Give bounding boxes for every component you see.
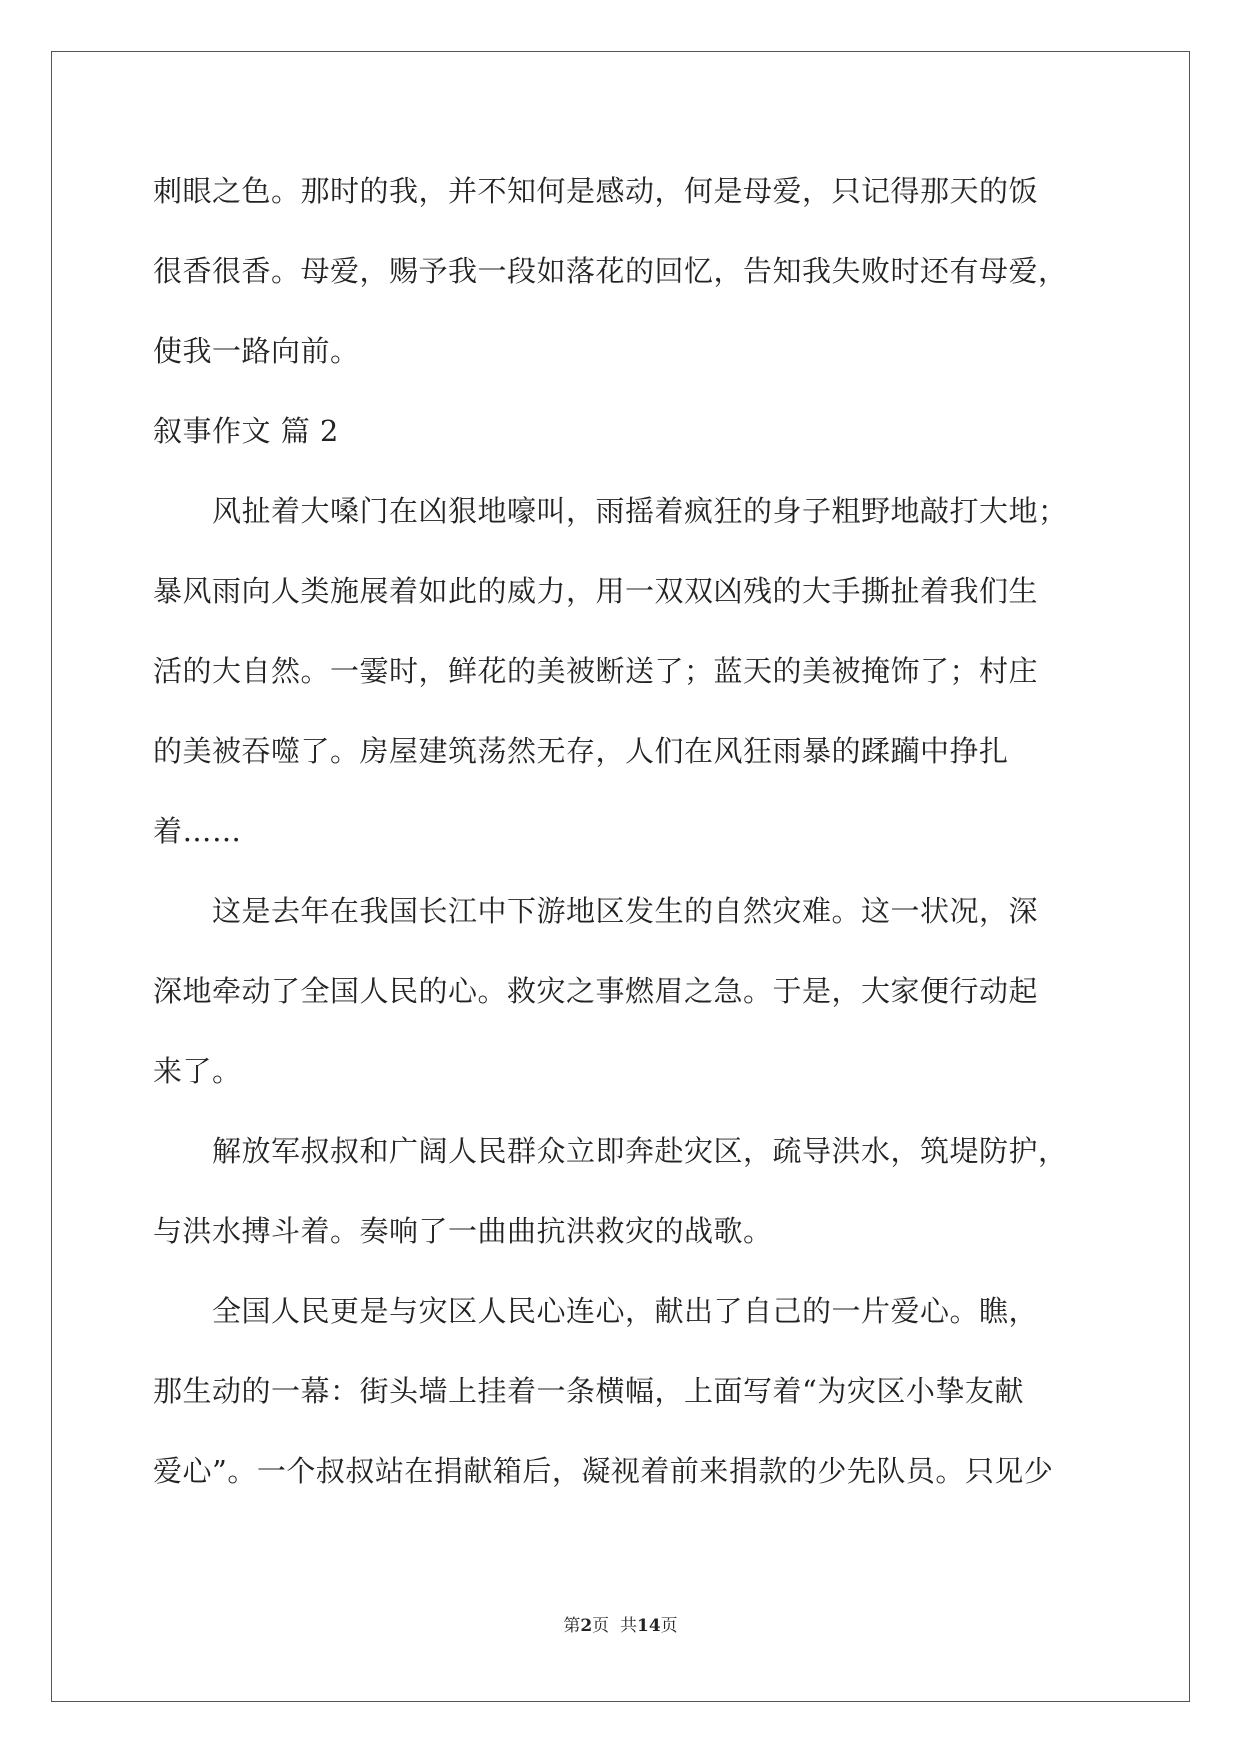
text-line: 暴风雨向人类施展着如此的威力，用一双双凶残的大手撕扯着我们生 bbox=[153, 574, 1039, 608]
text-line: 爱心”。一个叔叔站在捐献箱后，凝视着前来捐款的少先队员。只见少 bbox=[153, 1454, 1054, 1488]
page-prefix: 第 bbox=[563, 1616, 581, 1636]
page-suffix: 页 bbox=[660, 1616, 678, 1636]
text-line: 与洪水搏斗着。奏响了一曲曲抗洪救灾的战歌。 bbox=[153, 1214, 773, 1248]
page-current: 2 bbox=[580, 1616, 593, 1636]
section-heading: 叙事作文 篇 2 bbox=[153, 414, 339, 448]
text-line: 很香很香。母爱，赐予我一段如落花的回忆，告知我失败时还有母爱， bbox=[153, 254, 1068, 288]
page-total: 14 bbox=[636, 1616, 661, 1636]
page-mid: 页 共 bbox=[592, 1616, 637, 1636]
page-footer bbox=[0, 1614, 1241, 1638]
text-line: 来了。 bbox=[153, 1054, 242, 1088]
text-line: 风扯着大嗓门在凶狠地嚎叫，雨摇着疯狂的身子粗野地敲打大地； bbox=[153, 494, 1068, 528]
text-line: 这是去年在我国长江中下游地区发生的自然灾难。这一状况，深 bbox=[153, 894, 1039, 928]
text-line: 着…… bbox=[153, 814, 242, 848]
text-line: 使我一路向前。 bbox=[153, 334, 360, 368]
text-line: 刺眼之色。那时的我，并不知何是感动，何是母爱，只记得那天的饭 bbox=[153, 174, 1039, 208]
text-line: 的美被吞噬了。房屋建筑荡然无存，人们在风狂雨暴的蹂躏中挣扎 bbox=[153, 734, 1009, 768]
text-line: 那生动的一幕：街头墙上挂着一条横幅，上面写着“为灾区小挚友献 bbox=[153, 1374, 1024, 1408]
text-line: 全国人民更是与灾区人民心连心，献出了自己的一片爱心。瞧， bbox=[153, 1294, 1039, 1328]
text-line: 活的大自然。一霎时，鲜花的美被断送了；蓝天的美被掩饰了；村庄 bbox=[153, 654, 1039, 688]
text-line: 深地牵动了全国人民的心。救灾之事燃眉之急。于是，大家便行动起 bbox=[153, 974, 1039, 1008]
text-line: 解放军叔叔和广阔人民群众立即奔赴灾区，疏导洪水，筑堤防护， bbox=[153, 1134, 1068, 1168]
